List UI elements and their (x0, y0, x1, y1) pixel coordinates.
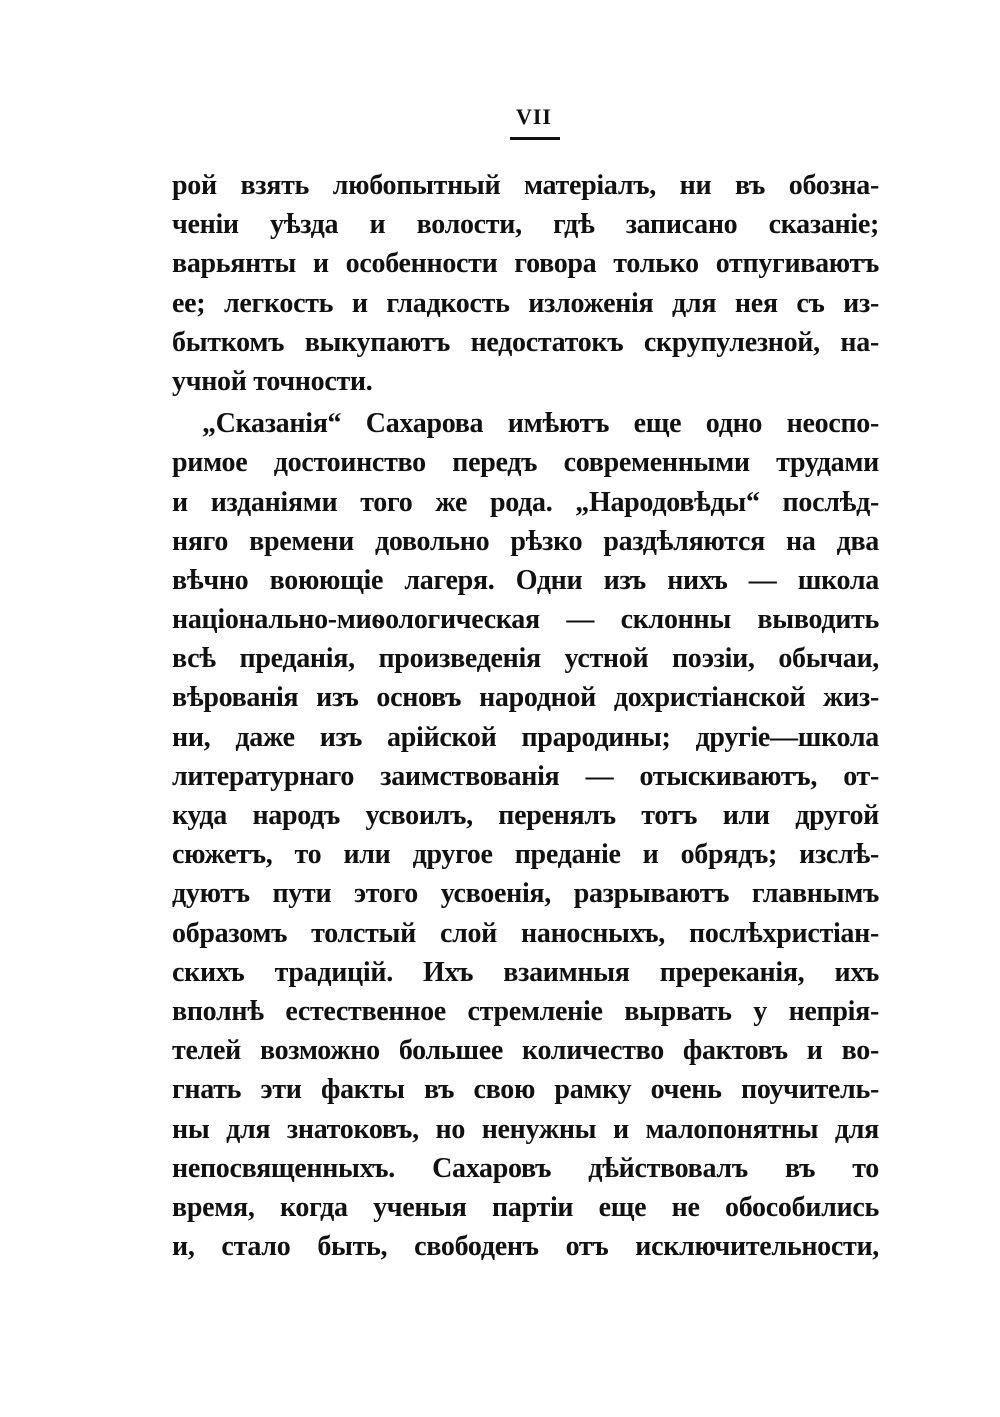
text-line: римое достоинство передъ современными трудами (172, 447, 879, 479)
text-line: быткомъ выкупаютъ недостатокъ скрупулезной, на- (172, 326, 879, 358)
text-line: ее; легкость и гладкость изложенія для нея съ из- (172, 287, 879, 319)
text-line: скихъ традицій. Ихъ взаимныя пререканія, ихъ (172, 956, 879, 988)
text-line: „Сказанія“ Сахарова имѣютъ еще одно неоспо- (202, 408, 879, 440)
text-line: ченіи уѣзда и волости, гдѣ записано сказаніе; (172, 209, 879, 241)
text-line: всѣ преданія, произведенія устной поэзіи, обычаи, (172, 643, 879, 675)
text-line: время, когда ученыя партіи еще не обособились (172, 1191, 879, 1223)
text-line: дуютъ пути этого усвоенія, разрываютъ главнымъ (172, 878, 879, 910)
text-line: учной точности. (172, 365, 373, 397)
text-line: образомъ толстый слой наносныхъ, послѣхристіан- (172, 917, 879, 949)
text-line: и изданіями того же рода. „Народовѣды“ послѣд- (172, 486, 879, 518)
text-line: сюжетъ, то или другое преданіе и обрядъ; изслѣ- (172, 839, 879, 871)
body-text (172, 166, 879, 1266)
text-line: и, стало быть, свободенъ отъ исключительности, (172, 1231, 879, 1263)
text-line: вѣрованія изъ основъ народной дохристіанской жиз- (172, 682, 879, 714)
text-line: няго времени довольно рѣзко раздѣляются на два (172, 525, 879, 557)
text-line: варьянты и особенности говора только отпугиваютъ (172, 248, 879, 280)
text-line: рой взять любопытный матеріалъ, ни въ обозна- (172, 170, 879, 201)
page-number: VII (515, 104, 552, 129)
page-number-rule (510, 137, 560, 140)
text-line: куда народъ усвоилъ, перенялъ тотъ или другой (172, 800, 879, 831)
text-line: національно-миѳологическая — склонны выводить (172, 604, 879, 636)
text-line: непосвященныхъ. Сахаровъ дѣйствовалъ въ то (172, 1152, 879, 1184)
text-line: ни, даже изъ арійской прародины; другіе—школа (172, 721, 879, 753)
text-line: вполнѣ естественное стремленіе вырвать у непрія- (172, 995, 879, 1027)
paragraph (172, 166, 879, 401)
text-line: вѣчно воюющіе лагеря. Одни изъ нихъ — школа (172, 564, 879, 596)
text-line: телей возможно большее количество фактовъ и во- (172, 1035, 879, 1067)
paragraph (172, 404, 879, 1266)
text-line: ны для знатоковъ, но ненужны и малопонятны для (172, 1113, 879, 1145)
text-line: гнать эти факты въ свою рамку очень поучитель- (172, 1074, 879, 1106)
text-line: литературнаго заимствованія — отыскиваютъ, от- (172, 760, 879, 792)
